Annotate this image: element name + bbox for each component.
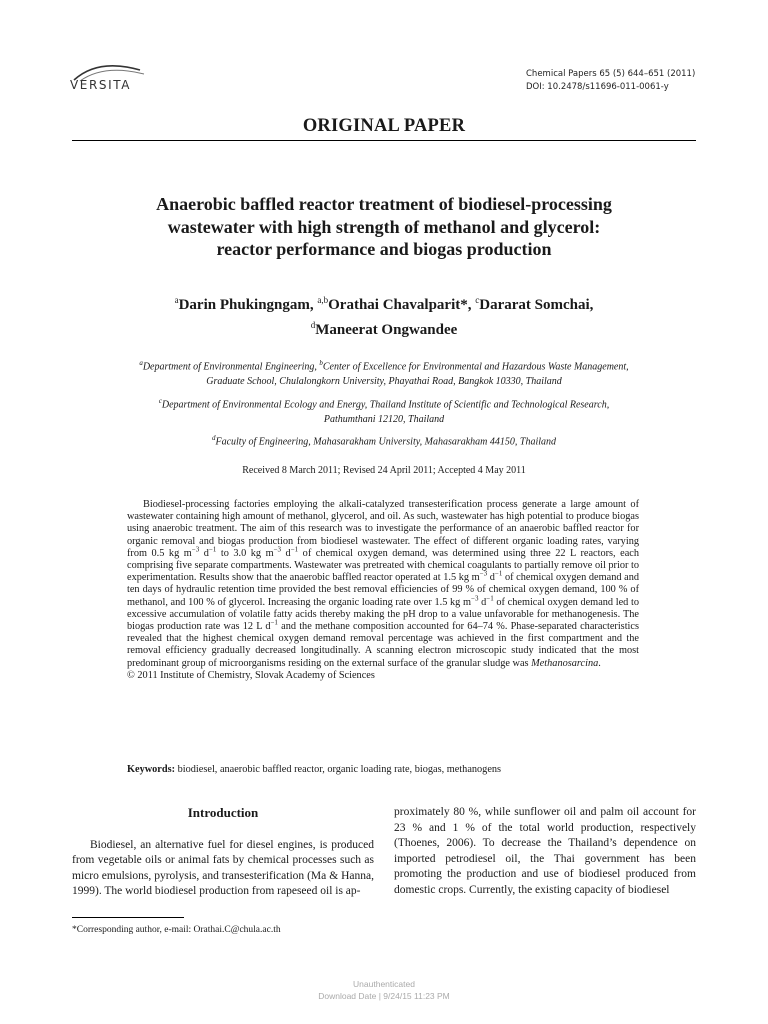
affil-text: Center of Excellence for Environmental and Hazardous Waste Management, <box>322 361 629 373</box>
author-name: Dararat Somchai, <box>479 297 594 313</box>
publisher-name: VERSITA <box>70 78 132 92</box>
keywords <box>127 764 667 775</box>
author-affil-mark: c <box>475 295 480 305</box>
watermark-line: Download Date | 9/24/15 11:23 PM <box>318 991 450 1001</box>
body-column-left <box>72 805 374 900</box>
author-name: Maneerat Ongwandee <box>315 322 458 338</box>
keywords-label: Keywords: <box>127 764 176 775</box>
affiliation-c <box>72 394 696 427</box>
section-heading-introduction: Introduction <box>187 805 259 820</box>
footnote-divider <box>72 917 184 918</box>
affil-text: Graduate School, Chulalongkorn University, Phayathai Road, Bangkok 10330, Thailand <box>206 376 562 388</box>
download-watermark <box>0 978 768 1002</box>
journal-doi[interactable]: DOI: 10.2478/s11696-011-0061-y <box>526 82 669 92</box>
abstract <box>127 499 639 682</box>
affil-mark: c <box>158 397 162 405</box>
author-list <box>72 290 696 340</box>
author-affil-mark: a,b <box>317 295 329 305</box>
affil-mark: d <box>211 434 216 442</box>
journal-citation <box>526 68 696 94</box>
affil-text: Faculty of Engineering, Mahasarakham University, Mahasarakham 44150, Thailand <box>215 436 557 448</box>
section-label: ORIGINAL PAPER <box>302 116 466 136</box>
header-divider <box>72 140 696 141</box>
abstract-text: Biodiesel-processing factories employing the alkali-catalyzed transesterification process generate a large amount of wastewater containing high amount of methanol, glycerol, and oil. As such, wastewater has high potential to produce biogas using anaerobic treatment. The aim of this research was to investigate the performance of an anaerobic baffled reactor for organic removal and biogas production from biodiesel wastewater. The effect of different organic loading rates, varying from 0.5 kg $m^{-3}$ $d^{-1}$ to 3.0 kg $m^{-3}$ $d^{-1}$ of chemical oxygen demand, was determined using three 22 L reactors, each comprising five separate compartments. Wastewater was pretreated with chemical coagulants to partially remove oil prior to experimentation. Results show that the anaerobic baffled reactor operated at 1.5 kg $m^{-3}$ $d^{-1}$ of chemical oxygen demand and ten days of hydraulic retention time provided the best removal efficiencies of 99 % of chemical oxygen demand, 100 % of methanol, and 100 % of glycerol. Increasing the organic loading rate over 1.5 kg $m^{-3}$ $d^{-1}$ of chemical oxygen demand led to excessive accumulation of volatile fatty acids thereby making the pH drop to a value unfavorable for methanogenesis. The biogas production rate was 12 L $d^{-1}$ and the methane composition accounted for 64–74 %. Phase-separated characteristics revealed that the highest chemical oxygen demand removal percentage was achieved in the first compartment and the removal efficiency gradually decreased longitudinally. A scanning electron microscopic study indicated that the most predominant group of microorganisms residing on the external surface of the granular sludge was Methanosarcina. <box>127 499 639 669</box>
body-paragraph: Biodiesel, an alternative fuel for diesel engines, is produced from vegetable oils or animal fats by chemical processes such as micro emulsions, pyrolysis, and transesterification (Ma & Hanna, 1999). The world biodiesel production from rapeseed oil is ap- <box>72 838 374 898</box>
corresponding-author-footnote: *Corresponding author, e-mail: Orathai.C@chula.ac.th <box>72 925 281 935</box>
affil-text: Pathumthani 12120, Thailand <box>323 414 445 426</box>
title-line: Anaerobic baffled reactor treatment of biodiesel-processing <box>156 194 612 214</box>
journal-volume: Chemical Papers 65 (5) 644–651 (2011) <box>526 69 696 79</box>
title-line: wastewater with high strength of methanol and glycerol: <box>167 216 601 237</box>
author-name: Darin Phukingngam, <box>178 297 314 313</box>
watermark-line: Unauthenticated <box>353 979 415 989</box>
affil-text: Department of Environmental Engineering, <box>142 361 317 373</box>
publisher-logo <box>70 60 150 96</box>
keywords-text: biodiesel, anaerobic baffled reactor, organic loading rate, biogas, methanogens <box>177 764 502 775</box>
body-paragraph: proximately 80 %, while sunflower oil and palm oil account for 23 % and 1 % of the total world production, respectively (Thoenes, 2006). To decrease the Thailand’s dependence on imported petrodiesel oil, the Thai government has been promoting the production and use of biodiesel produced from domestic crops. Currently, the existing capacity of biodiesel <box>394 806 696 896</box>
affil-text: Department of Environmental Ecology and Energy, Thailand Institute of Scientific and Technological Research, <box>161 399 610 411</box>
title-line: reactor performance and biogas production <box>216 239 552 259</box>
author-affil-mark: a <box>174 295 179 305</box>
affiliation-ab <box>72 356 696 389</box>
author-name: Orathai Chavalparit*, <box>328 297 472 313</box>
affil-mark: b <box>319 359 323 367</box>
affiliation-d <box>72 431 696 449</box>
affil-mark: a <box>139 359 143 367</box>
body-column-right <box>394 805 696 899</box>
author-affil-mark: d <box>310 320 316 330</box>
copyright-notice: © 2011 Institute of Chemistry, Slovak Academy of Sciences <box>127 669 375 681</box>
received-dates: Received 8 March 2011; Revised 24 April 2011; Accepted 4 May 2011 <box>242 465 526 476</box>
paper-title <box>72 193 696 261</box>
